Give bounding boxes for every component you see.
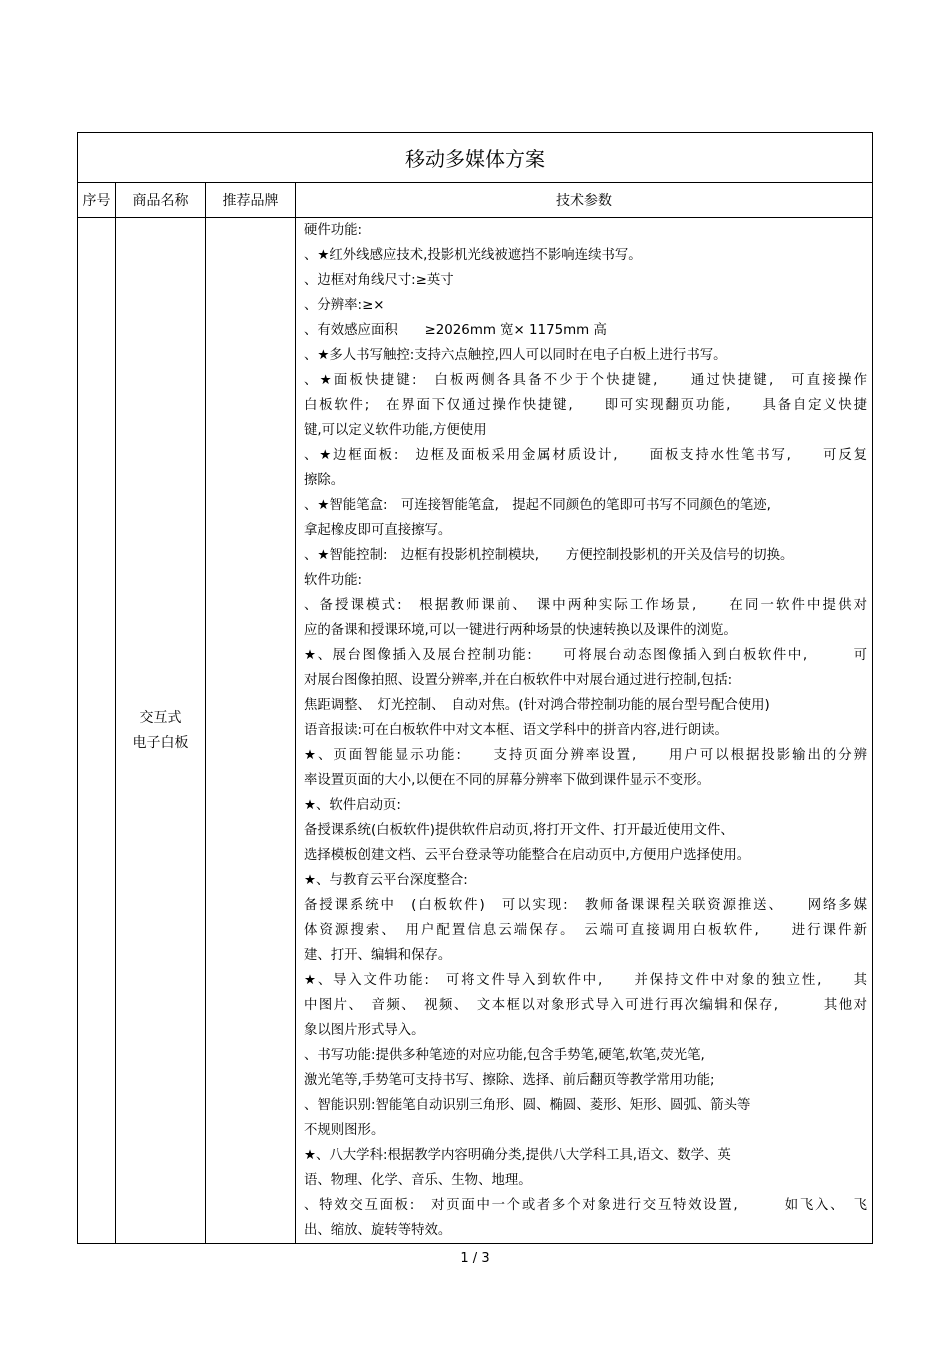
spec-line: 备授课系统(白板软件)提供软件启动页,将打开文件、打开最近使用文件、 — [304, 823, 734, 838]
spec-line: 、★红外线感应技术,投影机光线被遮挡不影响连续书写。 — [304, 248, 642, 263]
spec-line: 备授课系统中 (白板软件) 可以实现: 教师备课课程关联资源推送、 网络多媒 — [304, 898, 867, 913]
product-name-line: 电子白板 — [132, 734, 189, 751]
spec-line: 、★智能笔盒: 可连接智能笔盒, 提起不同颜色的笔即可书写不同颜色的笔迹, — [304, 498, 771, 513]
row-no — [78, 218, 116, 1244]
spec-line: 、特效交互面板: 对页面中一个或者多个对象进行交互特效设置, 如飞入、 飞 — [304, 1198, 867, 1213]
spec-line: 、智能识别:智能笔自动识别三角形、圆、椭圆、菱形、矩形、圆弧、箭头等 — [304, 1098, 751, 1113]
spec-line: 对展台图像拍照、设置分辨率,并在白板软件中对展台通过进行控制,包括: — [304, 673, 733, 688]
spec-line: 擦除。 — [304, 473, 345, 488]
spec-line: 、分辨率:≥× — [304, 298, 385, 313]
spec-line: 建、打开、编辑和保存。 — [304, 948, 452, 963]
spec-line: 选择模板创建文档、云平台登录等功能整合在启动页中,方便用户选择使用。 — [304, 848, 751, 863]
spec-line: 语、物理、化学、音乐、生物、地理。 — [304, 1173, 532, 1188]
document-title: 移动多媒体方案 — [78, 133, 873, 183]
spec-line: 体资源搜索、 用户配置信息云端保存。 云端可直接调用白板软件, 进行课件新 — [304, 923, 867, 938]
spec-line: 拿起橡皮即可直接擦写。 — [304, 523, 452, 538]
spec-line: 象以图片形式导入。 — [304, 1023, 425, 1038]
spec-line: 不规则图形。 — [304, 1123, 385, 1138]
page-number: 1 / 3 — [460, 1251, 490, 1266]
spec-line: 、备授课模式: 根据教师课前、 课中两种实际工作场景, 在同一软件中提供对 — [304, 598, 867, 613]
spec-line: 率设置页面的大小,以便在不同的屏幕分辨率下做到课件显示不变形。 — [304, 773, 710, 788]
spec-line: 语音报读:可在白板软件中对文本框、语文学科中的拼音内容,进行朗读。 — [304, 723, 728, 738]
spec-line: ★、八大学科:根据教学内容明确分类,提供八大学科工具,语文、数学、英 — [304, 1148, 731, 1163]
spec-line: 、★边框面板: 边框及面板采用金属材质设计, 面板支持水性笔书写, 可反复 — [304, 448, 867, 463]
header-no: 序号 — [78, 183, 116, 218]
header-brand: 推荐品牌 — [206, 183, 296, 218]
spec-line: 应的备课和授课环境,可以一键进行两种场景的快速转换以及课件的浏览。 — [304, 623, 737, 638]
spec-line: 中图片、 音频、 视频、 文本框以对象形式导入可进行再次编辑和保存, 其他对 — [304, 998, 867, 1013]
product-name-line: 交互式 — [139, 709, 182, 726]
spec-line: ★、与教育云平台深度整合: — [304, 873, 468, 888]
spec-line: 、★智能控制: 边框有投影机控制模块, 方便控制投影机的开关及信号的切换。 — [304, 548, 794, 563]
spec-line: 白板软件; 在界面下仅通过操作快捷键, 即可实现翻页功能, 具备自定义快捷 — [304, 398, 867, 413]
spec-table — [77, 132, 873, 1244]
spec-text — [296, 218, 873, 1244]
spec-line: ★、软件启动页: — [304, 798, 401, 813]
title-row — [78, 133, 873, 183]
table-row — [78, 218, 873, 1244]
spec-line: 、★面板快捷键: 白板两侧各具备不少于个快捷键, 通过快捷键, 可直接操作 — [304, 373, 867, 388]
spec-line: ★、展台图像插入及展台控制功能: 可将展台动态图像插入到白板软件中, 可 — [304, 648, 867, 663]
header-specs: 技术参数 — [296, 183, 873, 218]
spec-line: 、★多人书写触控:支持六点触控,四人可以同时在电子白板上进行书写。 — [304, 348, 727, 363]
spec-line: 出、缩放、旋转等特效。 — [304, 1223, 452, 1238]
spec-line: 键,可以定义软件功能,方便使用 — [304, 423, 487, 438]
spec-line: 硬件功能: — [304, 223, 363, 238]
brand — [206, 218, 296, 1244]
spec-line: 激光笔等,手势笔可支持书写、擦除、选择、前后翻页等教学常用功能; — [304, 1073, 715, 1088]
header-product-name: 商品名称 — [116, 183, 206, 218]
spec-line: ★、页面智能显示功能: 支持页面分辨率设置, 用户可以根据投影输出的分辨 — [304, 748, 867, 763]
header-row — [78, 183, 873, 218]
spec-line: 焦距调整、 灯光控制、 自动对焦。(针对鸿合带控制功能的展台型号配合使用) — [304, 698, 770, 713]
spec-line: 、边框对角线尺寸:≥英寸 — [304, 273, 454, 288]
spec-line: 、有效感应面积 ≥2026mm 宽× 1175mm 高 — [304, 323, 607, 338]
spec-line: ★、导入文件功能: 可将文件导入到软件中, 并保持文件中对象的独立性, 其 — [304, 973, 867, 988]
product-name — [116, 218, 206, 1244]
spec-line: 、书写功能:提供多种笔迹的对应功能,包含手势笔,硬笔,软笔,荧光笔, — [304, 1048, 705, 1063]
spec-line: 软件功能: — [304, 573, 363, 588]
